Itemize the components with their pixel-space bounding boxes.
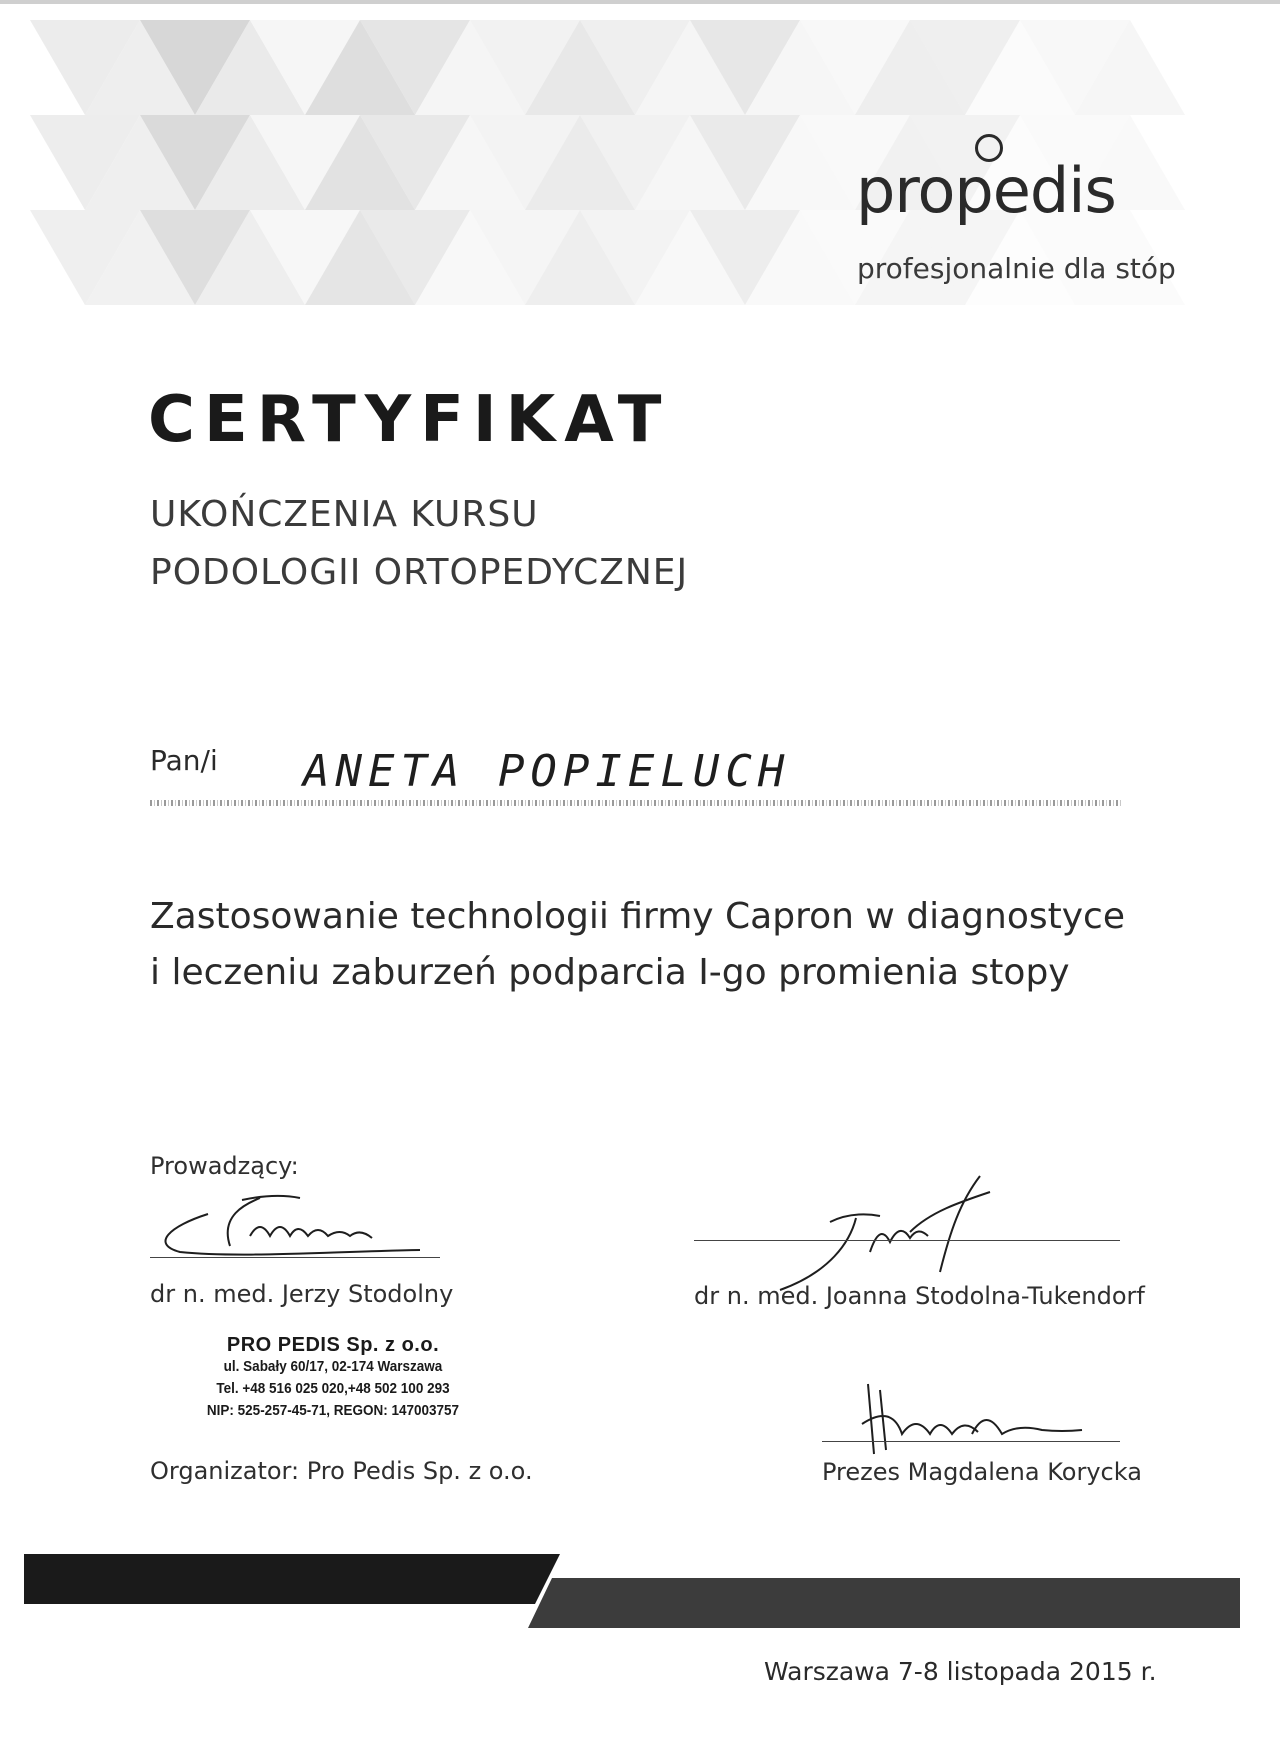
issue-date-place: Warszawa 7-8 listopada 2015 r. (764, 1657, 1157, 1686)
logo-tagline: profesjonalnie dla stóp (857, 252, 1176, 285)
signature-magdalena-korycka (822, 1384, 1092, 1464)
bottom-decorative-band (0, 1548, 1280, 1638)
logo-word-pedis: pedis (954, 154, 1116, 227)
president-name: Prezes Magdalena Korycka (822, 1458, 1142, 1486)
instructor-right-name: dr n. med. Joanna Stodolna-Tukendorf (694, 1282, 1145, 1310)
logo-word-pro: pro (856, 154, 955, 227)
company-stamp (178, 1334, 488, 1422)
instructors-label: Prowadzący: (150, 1152, 299, 1180)
signature-line-left (150, 1257, 440, 1258)
course-title-line-1: Zastosowanie technologii firmy Capron w diagnostyce (150, 896, 1125, 937)
subtitle-line-2: PODOLOGII ORTOPEDYCZNEJ (150, 552, 689, 593)
subtitle-line-1: UKOŃCZENIA KURSU (150, 494, 539, 535)
signature-line-president (822, 1441, 1120, 1442)
organizer-text: Organizator: Pro Pedis Sp. z o.o. (150, 1457, 533, 1485)
stamp-company-name: PRO PEDIS Sp. z o.o. (226, 1334, 440, 1356)
course-title-line-2: i leczeniu zaburzeń podparcia I-go promienia stopy (150, 952, 1070, 993)
signature-line-right (694, 1240, 1120, 1241)
stamp-phone: Tel. +48 516 025 020,+48 502 100 293 (216, 1380, 450, 1397)
instructor-left-name: dr n. med. Jerzy Stodolny (150, 1280, 454, 1308)
stamp-address: ul. Sabały 60/17, 02-174 Warszawa (223, 1358, 443, 1375)
logo-wordmark (856, 154, 1116, 227)
certificate-title: CERTYFIKAT (148, 383, 671, 457)
stamp-ids: NIP: 525-257-45-71, REGON: 147003757 (206, 1402, 460, 1419)
signature-jerzy-stodolny (150, 1186, 440, 1266)
recipient-name-handwritten: ANETA POPIELUCH (303, 746, 791, 797)
signature-joanna-stodolna-tukendorf (760, 1172, 1000, 1292)
recipient-label: Pan/i (150, 744, 218, 777)
recipient-dotted-line (150, 800, 1122, 806)
